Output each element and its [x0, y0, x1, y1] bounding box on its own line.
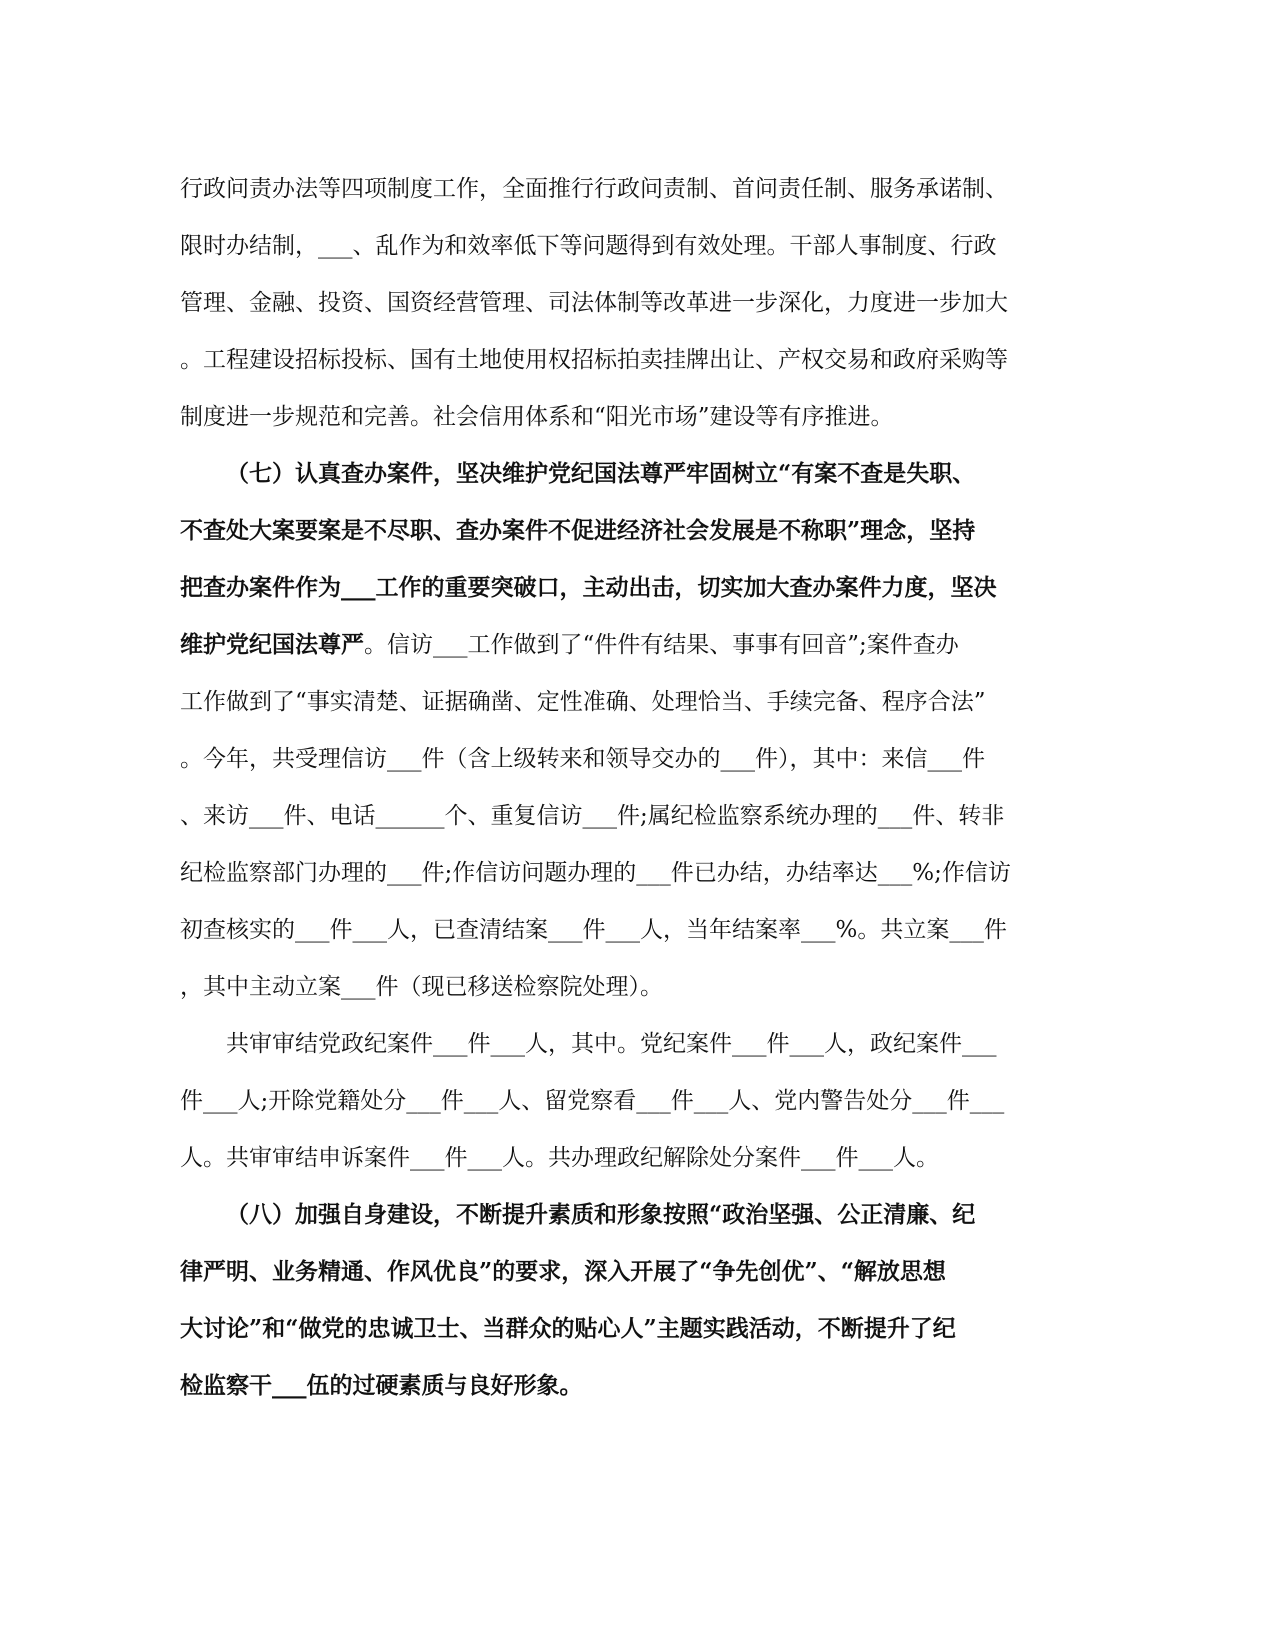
text-line: [180, 616, 1085, 673]
text-line: [180, 274, 1085, 331]
text-run: 纪检监察部门办理的___件;作信访问题办理的___件已办结，办结率达___%;作信访: [180, 860, 1011, 886]
text-run: 件___人;开除党籍处分___件___人、留党察看___件___人、党内警告处分___件___: [180, 1088, 1005, 1114]
bold-run: 把查办案件作为___工作的重要突破口，主动出击，切实加大查办案件力度，坚决: [180, 574, 997, 601]
text-line: [180, 673, 1085, 730]
text-line: [180, 844, 1085, 901]
bold-run: 大讨论”和“做党的忠诚卫士、当群众的贴心人”主题实践活动，不断提升了纪: [180, 1315, 956, 1342]
text-line: [180, 1243, 1085, 1300]
text-line: [180, 217, 1085, 274]
text-run: 人。共审审结申诉案件___件___人。共办理政纪解除处分案件___件___人。: [180, 1145, 939, 1171]
section-heading-line: [180, 445, 1085, 502]
text-line: [180, 1300, 1085, 1357]
text-line: [180, 1129, 1085, 1186]
section-heading-line: [180, 1186, 1085, 1243]
text-run: 。今年，共受理信访___件（含上级转来和领导交办的___件），其中：来信___件: [180, 746, 985, 772]
bold-run: 律严明、业务精通、作风优良”的要求，深入开展了“争先创优”、“解放思想: [180, 1258, 946, 1285]
text-run: 初查核实的___件___人，已查清结案___件___人，当年结案率___%。共立案___件: [180, 917, 1007, 943]
text-run: 行政问责办法等四项制度工作，全面推行行政问责制、首问责任制、服务承诺制、: [180, 176, 1008, 202]
text-line: [180, 331, 1085, 388]
bold-run: 维护党纪国法尊严: [180, 631, 364, 658]
text-line: [180, 1357, 1085, 1414]
text-line: [180, 958, 1085, 1015]
text-run: 共审审结党政纪案件___件___人，其中。党纪案件___件___人，政纪案件___: [226, 1031, 997, 1057]
text-line: [180, 502, 1085, 559]
bold-run: 检监察干___伍的过硬素质与良好形象。: [180, 1372, 583, 1399]
text-line: [180, 388, 1085, 445]
text-run: 。工程建设招标投标、国有土地使用权招标拍卖挂牌出让、产权交易和政府采购等: [180, 347, 1008, 373]
text-line: [180, 787, 1085, 844]
text-run: 限时办结制，___、乱作为和效率低下等问题得到有效处理。干部人事制度、行政: [180, 233, 997, 259]
text-line: [180, 730, 1085, 787]
bold-run: （七）认真查办案件，坚决维护党纪国法尊严牢固树立“有案不查是失职、: [226, 460, 976, 487]
text-line: [180, 559, 1085, 616]
text-run: 、来访___件、电话______个、重复信访___件;属纪检监察系统办理的___件、转非: [180, 803, 1005, 829]
text-run: 。信访___工作做到了“件件有结果、事事有回音”;案件查办: [364, 632, 959, 658]
document-page: [180, 160, 1085, 1414]
bold-run: （八）加强自身建设，不断提升素质和形象按照“政治坚强、公正清廉、纪: [226, 1201, 976, 1228]
text-line: [180, 901, 1085, 958]
text-run: ，其中主动立案___件（现已移送检察院处理）。: [180, 974, 663, 1000]
text-run: 管理、金融、投资、国资经营管理、司法体制等改革进一步深化，力度进一步加大: [180, 290, 1008, 316]
text-run: 工作做到了“事实清楚、证据确凿、定性准确、处理恰当、手续完备、程序合法”: [180, 689, 986, 715]
text-run: 制度进一步规范和完善。社会信用体系和“阳光市场”建设等有序推进。: [180, 404, 894, 430]
bold-run: 不查处大案要案是不尽职、查办案件不促进经济社会发展是不称职”理念，坚持: [180, 517, 976, 544]
text-line: [180, 160, 1085, 217]
paragraph-start-line: [180, 1015, 1085, 1072]
text-line: [180, 1072, 1085, 1129]
